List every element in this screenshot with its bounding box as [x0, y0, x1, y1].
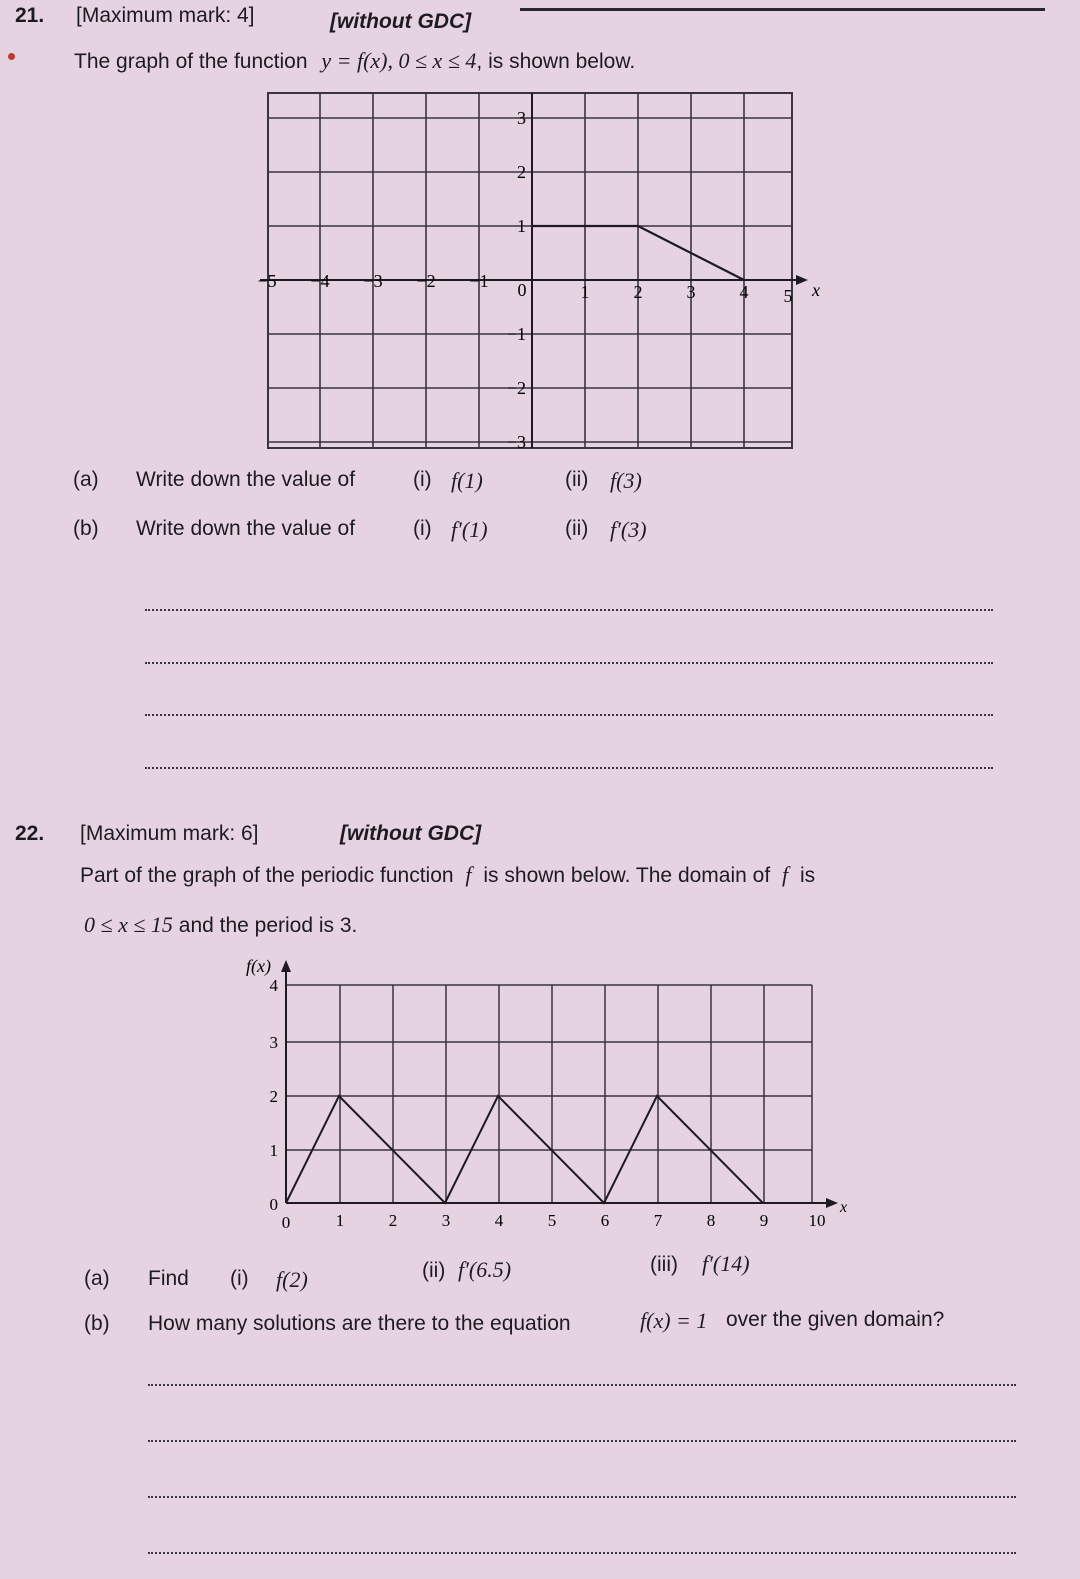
q21-intro-function: y = f(x), 0 ≤ x ≤ 4: [321, 48, 477, 73]
q21-part-b-ii-label: (ii): [565, 517, 589, 540]
q22-x-tick: 2: [388, 1211, 398, 1230]
q21-x-tick: −2: [416, 271, 436, 291]
q22-intro-line-2: [84, 912, 357, 938]
header-rule: [520, 8, 1045, 11]
q22-intro-mid: is shown below. The domain of: [483, 864, 771, 887]
q21-x-tick: 1: [580, 282, 590, 302]
q21-answer-line-2[interactable]: [145, 662, 993, 664]
q21-x-axis-label: x: [812, 280, 820, 300]
q22-y-tick: 1: [269, 1141, 278, 1160]
q22-intro-f2: f: [782, 862, 789, 887]
q21-y-tick: 1: [517, 216, 526, 236]
q22-part-a-text: Find: [148, 1267, 189, 1290]
q22-number: 22.: [15, 822, 45, 845]
q21-answer-line-4[interactable]: [145, 767, 993, 769]
q21-part-a-text: Write down the value of: [136, 468, 356, 491]
q21-graph-frame: [268, 93, 792, 448]
q22-part-a-iii-expr: f′(14): [702, 1251, 750, 1276]
q22-part-a-label: (a): [84, 1267, 110, 1290]
bullet-mark: [8, 53, 15, 60]
q22-part-a-ii-label: (ii): [422, 1259, 446, 1282]
q22-part-b-post: over the given domain?: [726, 1308, 945, 1331]
q22-x-tick: 6: [600, 1211, 610, 1230]
q21-y-tick: −3: [506, 432, 526, 452]
q22-x-tick: 9: [759, 1211, 769, 1230]
q21-x-tick: 5: [783, 286, 793, 306]
q21-intro: [74, 48, 635, 74]
q21-intro-pre: The graph of the function: [74, 50, 308, 73]
q22-part-a-iii-label: (iii): [650, 1253, 678, 1276]
q22-answer-line-4[interactable]: [148, 1552, 1016, 1554]
q21-part-a: [73, 468, 642, 493]
q21-part-b-i-expr: f′(1): [451, 517, 488, 542]
q21-x-axis-arrow: [796, 275, 808, 285]
q21-part-b-label: (b): [73, 517, 99, 540]
q22-max-mark: [Maximum mark: 6]: [80, 822, 259, 845]
q21-x-tick: −1: [469, 271, 489, 291]
q22-intro-f1: f: [465, 862, 472, 887]
q22-part-a-ii-expr: f′(6.5): [458, 1257, 512, 1282]
q22-x-axis-arrow: [826, 1198, 838, 1208]
q22-y-tick: 2: [269, 1087, 278, 1106]
q22-intro-post: is: [799, 864, 816, 887]
q21-x-tick: −4: [310, 271, 330, 291]
q22-y-axis-arrow: [281, 960, 291, 972]
q22-intro-line-1: [80, 862, 815, 888]
q21-part-a-ii-expr: f(3): [610, 468, 642, 493]
q22-intro-domain: 0 ≤ x ≤ 15: [84, 912, 173, 937]
q21-gdc-note: [without GDC]: [330, 10, 472, 33]
q21-y-tick: 2: [517, 162, 526, 182]
q21-answer-line-1[interactable]: [145, 609, 993, 611]
q21-part-b-i-label: (i): [413, 517, 432, 540]
q22-part-b: [84, 1308, 945, 1336]
q22-x-tick: 0: [281, 1213, 291, 1232]
q21-x-tick: 2: [633, 282, 643, 302]
q22-part-b-expr: f(x) = 1: [640, 1308, 708, 1333]
q21-part-b-text: Write down the value of: [136, 517, 356, 540]
q22-y-tick-labels: [270, 976, 279, 1214]
q21-answer-line-3[interactable]: [145, 714, 993, 716]
q22-y-tick: 4: [269, 976, 278, 995]
q22-answer-line-1[interactable]: [148, 1384, 1016, 1386]
q22-x-tick: 3: [441, 1211, 451, 1230]
q21-part-b-ii-expr: f′(3): [610, 517, 647, 542]
q22-grid: [286, 985, 812, 1203]
q22-x-tick-labels: [282, 1211, 826, 1232]
q21-number: 21.: [15, 4, 45, 27]
q21-x-tick: 4: [739, 282, 749, 302]
q21-part-b: [73, 517, 647, 542]
q22-y-tick: 0: [269, 1195, 278, 1214]
q22-x-tick: 5: [547, 1211, 557, 1230]
q21-graph: [250, 88, 830, 458]
q22-answer-line-3[interactable]: [148, 1496, 1016, 1498]
q21-part-a-i-expr: f(1): [451, 468, 483, 493]
q21-y-tick: −1: [506, 324, 526, 344]
q22-x-tick: 4: [494, 1211, 504, 1230]
q21-max-mark: [Maximum mark: 4]: [76, 4, 255, 27]
q21-x-tick: −5: [257, 271, 277, 291]
q21-x-tick-labels: [257, 271, 792, 306]
q22-gdc-note: [without GDC]: [340, 822, 482, 845]
q22-x-tick: 10: [808, 1211, 826, 1230]
q21-x-tick: 0: [517, 280, 527, 300]
q22-part-b-label: (b): [84, 1312, 110, 1335]
q21-x-tick: −3: [363, 271, 383, 291]
q21-y-tick: −2: [506, 378, 526, 398]
q22-y-axis-label: f(x): [246, 956, 271, 976]
q22-graph: [240, 950, 860, 1235]
q22-x-axis-label: x: [840, 1199, 848, 1216]
q22-part-a: [84, 1251, 750, 1292]
q22-part-b-pre: How many solutions are there to the equation: [148, 1312, 571, 1335]
q22-part-a-i-label: (i): [230, 1267, 249, 1290]
q21-part-a-label: (a): [73, 468, 99, 491]
q22-x-tick: 7: [653, 1211, 663, 1230]
q22-x-tick: 8: [706, 1211, 716, 1230]
q22-answer-line-2[interactable]: [148, 1440, 1016, 1442]
q22-part-a-i-expr: f(2): [276, 1267, 308, 1292]
q22-x-tick: 1: [335, 1211, 345, 1230]
q22-y-tick: 3: [269, 1033, 278, 1052]
q22-intro-period: and the period is 3.: [178, 914, 358, 937]
q21-intro-post: , is shown below.: [476, 50, 636, 73]
q21-part-a-ii-label: (ii): [565, 468, 589, 491]
q21-y-tick: 3: [517, 108, 526, 128]
q22-intro-pre: Part of the graph of the periodic function: [80, 864, 454, 887]
q21-part-a-i-label: (i): [413, 468, 432, 491]
q21-x-tick: 3: [686, 282, 696, 302]
